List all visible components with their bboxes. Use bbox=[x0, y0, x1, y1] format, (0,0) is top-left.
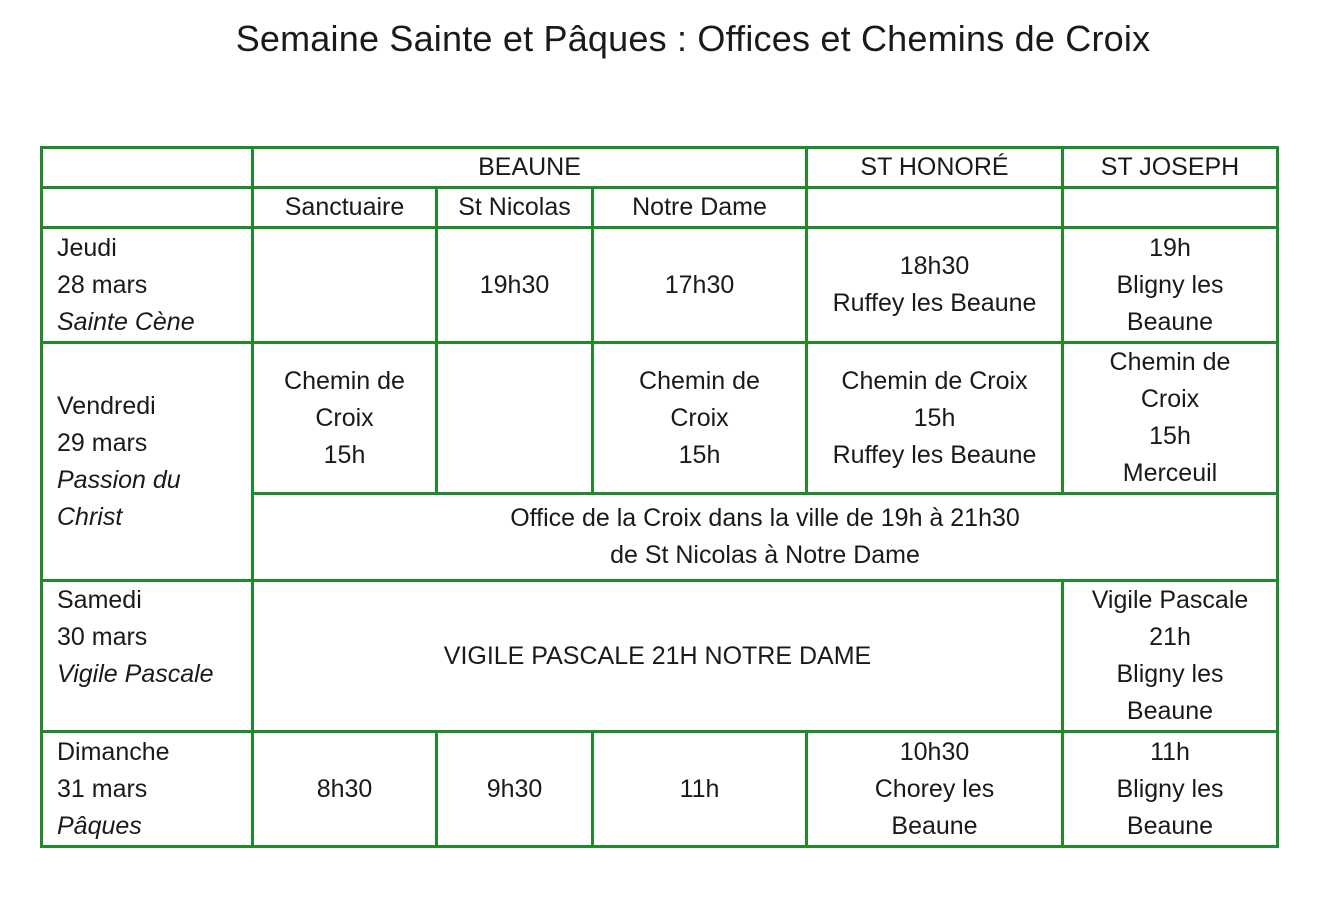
header-corner-cell bbox=[42, 148, 253, 188]
cell-dimanche-st-joseph bbox=[1063, 732, 1278, 847]
cell-vendredi-st-nicolas bbox=[437, 343, 593, 494]
cell-line: Bligny les bbox=[1116, 270, 1224, 299]
cell-vendredi-notre-dame bbox=[593, 343, 807, 494]
day-name: Dimanche bbox=[57, 737, 170, 766]
day-date: 31 mars bbox=[57, 774, 148, 803]
day-name: Samedi bbox=[57, 586, 142, 614]
day-occasion: Pâques bbox=[57, 811, 142, 840]
cell-line: Chemin de bbox=[639, 366, 760, 395]
cell-line: Croix bbox=[670, 403, 729, 432]
cell-line: Ruffey les Beaune bbox=[832, 440, 1037, 469]
cell-line: 11h bbox=[1150, 737, 1190, 766]
cell-jeudi-st-nicolas: 19h30 bbox=[437, 228, 593, 343]
day-cell-jeudi bbox=[42, 228, 253, 343]
header-beaune: BEAUNE bbox=[253, 148, 807, 188]
header-st-honore: ST HONORÉ bbox=[807, 148, 1063, 188]
cell-jeudi-st-joseph bbox=[1063, 228, 1278, 343]
cell-vendredi-sanctuaire bbox=[253, 343, 437, 494]
cell-line: Chemin de bbox=[1109, 348, 1231, 376]
header-st-nicolas: St Nicolas bbox=[437, 188, 593, 228]
row-samedi bbox=[42, 581, 1278, 732]
header-row-parishes bbox=[42, 148, 1278, 188]
cell-line: Office de la Croix dans la ville de 19h à 21h30 bbox=[510, 504, 1020, 532]
row-vendredi bbox=[42, 343, 1278, 494]
cell-line: 18h30 bbox=[899, 252, 970, 280]
day-occasion: Passion du bbox=[57, 465, 181, 494]
header-empty-cell bbox=[42, 188, 253, 228]
cell-jeudi-sanctuaire bbox=[253, 228, 437, 343]
cell-line: Chemin de Croix bbox=[841, 366, 1028, 395]
cell-dimanche-st-nicolas: 9h30 bbox=[437, 732, 593, 847]
cell-line: Chorey les bbox=[874, 774, 995, 803]
cell-line: Ruffey les Beaune bbox=[832, 289, 1037, 317]
cell-line: de St Nicolas à Notre Dame bbox=[610, 541, 920, 569]
cell-line: 10h30 bbox=[899, 737, 970, 766]
cell-jeudi-notre-dame: 17h30 bbox=[593, 228, 807, 343]
cell-samedi-beaune-merged: VIGILE PASCALE 21H NOTRE DAME bbox=[253, 581, 1063, 732]
day-occasion: Sainte Cène bbox=[57, 307, 195, 336]
cell-line: Beaune bbox=[1126, 811, 1214, 840]
cell-line: Croix bbox=[315, 403, 374, 432]
page-title: Semaine Sainte et Pâques : Offices et Chemins de Croix bbox=[235, 18, 1151, 59]
row-jeudi bbox=[42, 228, 1278, 343]
cell-samedi-st-joseph bbox=[1063, 581, 1278, 732]
cell-line: Beaune bbox=[891, 811, 978, 840]
day-name: Jeudi bbox=[57, 233, 117, 262]
cell-dimanche-sanctuaire: 8h30 bbox=[253, 732, 437, 847]
cell-line: Beaune bbox=[1126, 697, 1214, 725]
cell-line: 15h bbox=[1149, 422, 1191, 450]
header-empty-cell bbox=[807, 188, 1063, 228]
day-cell-vendredi bbox=[42, 343, 253, 581]
day-occasion: Vigile Pascale bbox=[57, 660, 214, 688]
row-dimanche bbox=[42, 732, 1278, 847]
header-sanctuaire: Sanctuaire bbox=[253, 188, 437, 228]
cell-dimanche-st-honore bbox=[807, 732, 1063, 847]
cell-line: 19h bbox=[1149, 233, 1191, 262]
cell-vendredi-st-joseph bbox=[1063, 343, 1278, 494]
cell-line: Vigile Pascale bbox=[1091, 586, 1249, 614]
cell-line: Bligny les bbox=[1116, 660, 1224, 688]
schedule-table bbox=[40, 146, 1279, 848]
cell-vendredi-office bbox=[253, 494, 1278, 581]
day-date: 29 mars bbox=[57, 428, 148, 457]
cell-vendredi-st-honore bbox=[807, 343, 1063, 494]
header-row-churches bbox=[42, 188, 1278, 228]
day-name: Vendredi bbox=[57, 391, 156, 420]
cell-line: Chemin de bbox=[284, 366, 405, 395]
day-date: 30 mars bbox=[57, 623, 148, 651]
header-empty-cell bbox=[1063, 188, 1278, 228]
header-notre-dame: Notre Dame bbox=[593, 188, 807, 228]
cell-line: 15h bbox=[913, 403, 956, 432]
cell-line: 15h bbox=[678, 440, 721, 469]
cell-dimanche-notre-dame: 11h bbox=[593, 732, 807, 847]
cell-line: Merceuil bbox=[1122, 459, 1218, 487]
cell-line: Croix bbox=[1140, 385, 1200, 413]
cell-line: 21h bbox=[1149, 623, 1191, 651]
day-cell-dimanche bbox=[42, 732, 253, 847]
cell-line: Bligny les bbox=[1116, 774, 1224, 803]
cell-jeudi-st-honore bbox=[807, 228, 1063, 343]
day-occasion: Christ bbox=[57, 502, 123, 531]
cell-line: Beaune bbox=[1126, 307, 1214, 336]
header-st-joseph: ST JOSEPH bbox=[1063, 148, 1278, 188]
cell-line: 15h bbox=[323, 440, 366, 469]
day-spacer bbox=[57, 693, 247, 730]
day-cell-samedi bbox=[42, 581, 253, 732]
day-date: 28 mars bbox=[57, 270, 148, 299]
